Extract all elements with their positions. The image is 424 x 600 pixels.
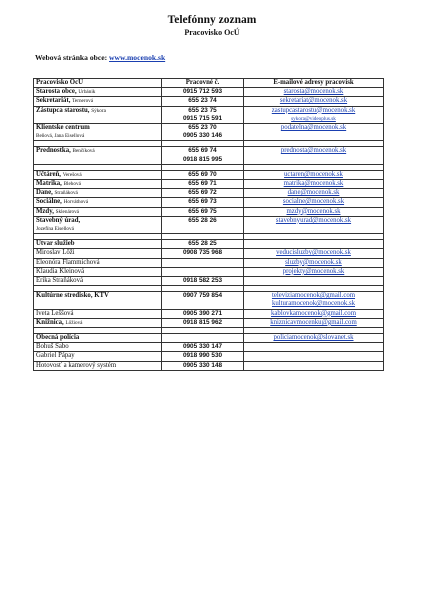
header-row bbox=[34, 79, 384, 88]
email-link[interactable]: policiamocenok@slovanet.sk bbox=[273, 334, 354, 342]
phone-number: 0918 582 253 bbox=[182, 277, 223, 285]
workplace-cell bbox=[34, 170, 162, 179]
table-row bbox=[34, 267, 384, 276]
phone-cell bbox=[162, 97, 244, 106]
email-link[interactable]: zastupcastarostu@mocenok.sk bbox=[271, 106, 356, 114]
person-name: Benčíková bbox=[72, 148, 95, 155]
header-email: E-mailové adresy pracovísk bbox=[244, 79, 384, 88]
website-line bbox=[35, 53, 165, 62]
email-cell bbox=[244, 249, 384, 258]
email-cell bbox=[244, 207, 384, 216]
phone-cell bbox=[162, 189, 244, 198]
email-link[interactable]: kulturamocenok@mocenok.sk bbox=[271, 300, 356, 308]
phone-number: 0915 712 593 bbox=[182, 88, 223, 96]
email-cell bbox=[244, 147, 384, 164]
role-label: Stavebný úrad, bbox=[36, 216, 81, 224]
email-link[interactable]: sekretariat@mocenok.sk bbox=[279, 97, 348, 105]
person-name: Straňáková bbox=[54, 190, 78, 197]
phone-cell bbox=[162, 267, 244, 276]
table-row bbox=[34, 249, 384, 258]
workplace-cell bbox=[34, 309, 162, 318]
person-name: Beňová, Jana Eisellová bbox=[36, 133, 85, 140]
role-label: Sekretariát, bbox=[36, 97, 71, 105]
role-label: Prednostka, bbox=[36, 147, 71, 155]
person-name: Sýkora bbox=[91, 107, 106, 114]
email-cell bbox=[244, 97, 384, 106]
role-label: Mzdy, bbox=[36, 207, 54, 215]
email-cell bbox=[244, 170, 384, 179]
person-name: Sklenárová bbox=[55, 208, 79, 215]
phone-number: 0905 390 271 bbox=[182, 309, 223, 317]
phone-cell bbox=[162, 292, 244, 309]
email-cell bbox=[244, 240, 384, 249]
table-row bbox=[34, 198, 384, 207]
phone-cell bbox=[162, 277, 244, 286]
phone-cell bbox=[162, 147, 244, 164]
phone-cell bbox=[162, 88, 244, 97]
table-row bbox=[34, 88, 384, 97]
workplace-cell bbox=[34, 277, 162, 286]
phone-cell bbox=[162, 334, 244, 343]
header-phone: Pracovné č. bbox=[162, 79, 244, 88]
website-link[interactable]: www.mocenok.sk bbox=[109, 53, 166, 62]
person-name: Jozefína Eisellová bbox=[36, 226, 74, 233]
workplace-cell bbox=[34, 361, 162, 370]
person-name: Blehová bbox=[63, 181, 81, 188]
phone-number: 0907 759 854 bbox=[182, 292, 223, 300]
email-link[interactable]: prednosta@mocenok.sk bbox=[280, 147, 347, 155]
workplace-cell bbox=[34, 124, 162, 141]
table-row bbox=[34, 277, 384, 286]
phone-number: 655 69 74 bbox=[188, 147, 217, 155]
phone-number: 0918 815 962 bbox=[182, 318, 223, 326]
phone-number: 0918 990 530 bbox=[182, 352, 223, 360]
table-row bbox=[34, 189, 384, 198]
workplace-cell bbox=[34, 189, 162, 198]
phone-cell bbox=[162, 198, 244, 207]
email-cell bbox=[244, 277, 384, 286]
email-cell bbox=[244, 124, 384, 141]
table-row bbox=[34, 309, 384, 318]
email-cell bbox=[244, 180, 384, 189]
role-label: Dane, bbox=[36, 189, 53, 197]
phone-cell bbox=[162, 106, 244, 123]
phone-number: 0905 330 148 bbox=[182, 361, 223, 369]
email-cell bbox=[244, 216, 384, 233]
email-cell bbox=[244, 88, 384, 97]
email-link[interactable]: uctaren@mocenok.sk bbox=[284, 170, 343, 178]
phone-cell bbox=[162, 180, 244, 189]
email-cell bbox=[244, 334, 384, 343]
phone-cell bbox=[162, 124, 244, 141]
workplace-cell bbox=[34, 343, 162, 352]
phone-number: 655 69 75 bbox=[188, 207, 217, 215]
email-link[interactable]: socialne@mocenok.sk bbox=[282, 198, 345, 206]
role-label: Klientske centrum bbox=[36, 124, 90, 132]
phone-number: 0908 735 968 bbox=[182, 249, 223, 257]
role-label: Obecná polícia bbox=[36, 334, 80, 342]
email-cell bbox=[244, 352, 384, 361]
phone-cell bbox=[162, 318, 244, 327]
header-workplace: Pracovisko OcÚ bbox=[34, 79, 162, 88]
phone-number: 655 28 25 bbox=[188, 240, 217, 248]
workplace-cell bbox=[34, 97, 162, 106]
email-cell bbox=[244, 198, 384, 207]
person-name: Miroslav Lőži bbox=[36, 249, 75, 257]
workplace-cell bbox=[34, 207, 162, 216]
email-cell bbox=[244, 106, 384, 123]
workplace-cell bbox=[34, 292, 162, 309]
email-link[interactable]: kniznicavmocenku@gmail.com bbox=[270, 318, 357, 326]
role-label: Starosta obce, bbox=[36, 88, 77, 96]
phone-cell bbox=[162, 361, 244, 370]
table-row bbox=[34, 343, 384, 352]
workplace-cell bbox=[34, 147, 162, 164]
email-link[interactable]: projekty@mocenok.sk bbox=[282, 267, 345, 275]
table-row bbox=[34, 170, 384, 179]
table-row bbox=[34, 352, 384, 361]
email-cell bbox=[244, 309, 384, 318]
table-row bbox=[34, 180, 384, 189]
person-name: Eleonóra Flammichová bbox=[36, 258, 100, 266]
table-row bbox=[34, 216, 384, 233]
email-link[interactable]: stavebnyurad@mocenok.sk bbox=[275, 216, 352, 224]
workplace-cell bbox=[34, 258, 162, 267]
person-name: Horváthová bbox=[63, 199, 89, 206]
table-row bbox=[34, 97, 384, 106]
email-cell bbox=[244, 189, 384, 198]
email-link[interactable]: kablovkamocenok@gmail.com bbox=[271, 309, 356, 317]
phone-number: 655 69 73 bbox=[188, 198, 217, 206]
email-cell bbox=[244, 361, 384, 370]
phone-cell bbox=[162, 249, 244, 258]
table-row bbox=[34, 124, 384, 141]
role-label: Kultúrne stredisko, KTV bbox=[36, 292, 109, 300]
email-link[interactable]: veducisluzby@mocenok.sk bbox=[276, 249, 351, 257]
phone-number: 0905 330 147 bbox=[182, 343, 223, 351]
page-title: Telefónny zoznam bbox=[167, 14, 257, 26]
phone-directory-table bbox=[33, 78, 384, 371]
phone-number: 0915 715 591 bbox=[182, 114, 223, 122]
workplace-cell bbox=[34, 180, 162, 189]
person-name: Iveta Leššová bbox=[36, 309, 74, 317]
person-name: Bohuš Sabo bbox=[36, 343, 69, 351]
table-row bbox=[34, 240, 384, 249]
workplace-cell bbox=[34, 318, 162, 327]
table-row bbox=[34, 334, 384, 343]
workplace-cell bbox=[34, 240, 162, 249]
workplace-cell bbox=[34, 334, 162, 343]
page-subtitle: Pracovisko OcÚ bbox=[184, 28, 240, 37]
phone-number: 655 28 26 bbox=[188, 216, 217, 224]
email-link[interactable]: dane@mocenok.sk bbox=[287, 189, 340, 197]
phone-number: 655 23 75 bbox=[188, 106, 217, 114]
phone-cell bbox=[162, 207, 244, 216]
phone-number: 0918 815 995 bbox=[182, 155, 223, 163]
table-row bbox=[34, 258, 384, 267]
person-name: Erika Straňáková bbox=[36, 277, 83, 285]
table-row bbox=[34, 106, 384, 123]
email-cell bbox=[244, 292, 384, 309]
workplace-cell bbox=[34, 249, 162, 258]
table-row bbox=[34, 207, 384, 216]
email-cell bbox=[244, 343, 384, 352]
person-name: Ternerová bbox=[72, 98, 94, 105]
email-link[interactable]: televiziamocenok@gmail.com bbox=[271, 292, 356, 300]
workplace-cell bbox=[34, 106, 162, 123]
role-label: Matrika, bbox=[36, 180, 62, 188]
phone-cell bbox=[162, 352, 244, 361]
phone-cell bbox=[162, 216, 244, 233]
role-label: Účtáreň, bbox=[36, 170, 61, 178]
email-link[interactable]: mzdy@mocenok.sk bbox=[286, 207, 341, 215]
phone-number: 655 23 74 bbox=[188, 97, 217, 105]
workplace-cell bbox=[34, 88, 162, 97]
role-label: Knižnica, bbox=[36, 318, 64, 326]
phone-number: 655 69 71 bbox=[188, 180, 217, 188]
phone-cell bbox=[162, 309, 244, 318]
role-label: Útvar služieb bbox=[36, 240, 75, 248]
email-link[interactable]: sykora@videoplus.sk bbox=[291, 115, 336, 122]
role-label: Sociálne, bbox=[36, 198, 62, 206]
person-name: Klaudia Kleinová bbox=[36, 267, 85, 275]
person-name: Verešová bbox=[62, 171, 82, 178]
table-row bbox=[34, 292, 384, 309]
email-link[interactable]: podatelna@mocenok.sk bbox=[280, 124, 347, 132]
email-link[interactable]: starosta@mocenok.sk bbox=[283, 88, 344, 96]
workplace-cell bbox=[34, 198, 162, 207]
phone-cell bbox=[162, 343, 244, 352]
person-name: Lőžiová bbox=[65, 319, 83, 326]
email-cell bbox=[244, 258, 384, 267]
phone-cell bbox=[162, 170, 244, 179]
directory-body bbox=[34, 79, 384, 371]
table-row bbox=[34, 318, 384, 327]
phone-number: 655 69 70 bbox=[188, 170, 217, 178]
phone-cell bbox=[162, 258, 244, 267]
phone-number: 655 69 72 bbox=[188, 189, 217, 197]
phone-cell bbox=[162, 240, 244, 249]
person-name: Gabriel Pápay bbox=[36, 352, 75, 360]
person-name: Hotovosť a kamerový systém bbox=[36, 361, 117, 369]
email-link[interactable]: sluzby@mocenok.sk bbox=[285, 258, 342, 266]
role-label: Zástupca starostu, bbox=[36, 106, 90, 114]
email-cell bbox=[244, 318, 384, 327]
workplace-cell bbox=[34, 352, 162, 361]
email-link[interactable]: matrika@mocenok.sk bbox=[283, 180, 344, 188]
email-cell bbox=[244, 267, 384, 276]
website-label: Webová stránka obce: bbox=[35, 53, 108, 62]
phone-number: 0905 330 146 bbox=[182, 132, 223, 140]
table-row bbox=[34, 147, 384, 164]
workplace-cell bbox=[34, 216, 162, 233]
table-row bbox=[34, 361, 384, 370]
workplace-cell bbox=[34, 267, 162, 276]
phone-number: 655 23 70 bbox=[188, 124, 217, 132]
person-name: Urbánik bbox=[78, 89, 96, 96]
